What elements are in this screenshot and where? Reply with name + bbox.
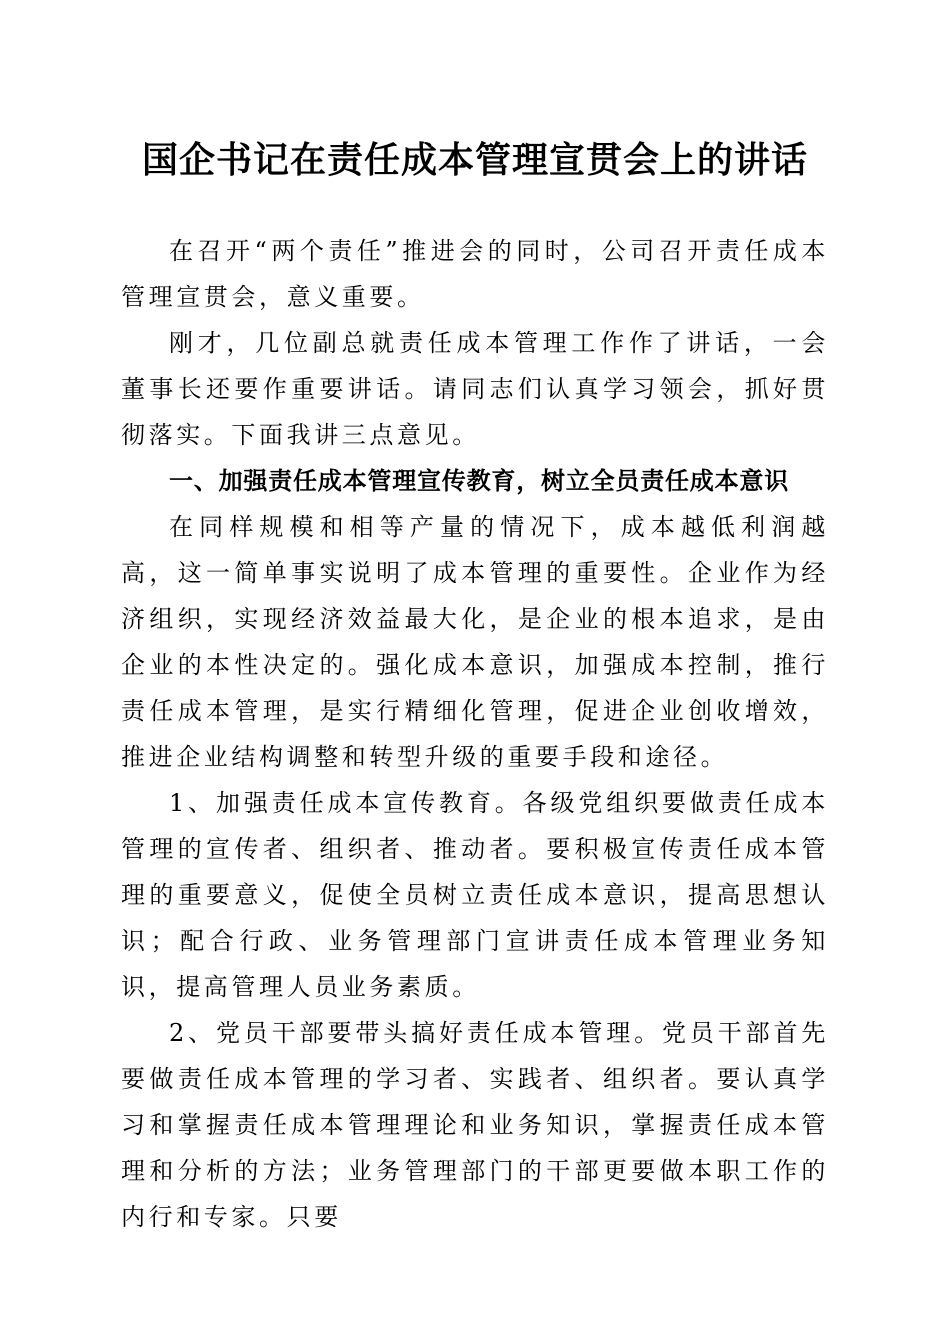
document-body [121,228,829,1240]
paragraph-opening: 刚才，几位副总就责任成本管理工作作了讲话，一会董事长还要作重要讲话。请同志们认真学习领会，抓好贯彻落实。下面我讲三点意见。 [121,329,829,449]
paragraph-section-1-body: 在同样规模和相等产量的情况下，成本越低利润越高，这一简单事实说明了成本管理的重要性。企业作为经济组织，实现经济效益最大化，是企业的根本追求，是由企业的本性决定的。强化成本意识，加强成本控制，推行责任成本管理，是实行精细化管理，促进企业创收增效，推进企业结构调整和转型升级的重要手段和途径。 [121,513,829,771]
paragraph-point-1: 1、加强责任成本宣传教育。各级党组织要做责任成本管理的宣传者、组织者、推动者。要积极宣传责任成本管理的重要意义，促使全员树立责任成本意识，提高思想认识；配合行政、业务管理部门宣讲责任成本管理业务知识，提高管理人员业务素质。 [121,789,829,1001]
paragraph-point-2: 2、党员干部要带头搞好责任成本管理。党员干部首先要做责任成本管理的学习者、实践者、组织者。要认真学习和掌握责任成本管理理论和业务知识，掌握责任成本管理和分析的方法；业务管理部门的干部更要做本职工作的内行和专家。只要 [121,1019,829,1231]
section-heading-1: 一、加强责任成本管理宣传教育，树立全员责任成本意识 [169,467,789,495]
paragraph-intro: 在召开“两个责任”推进会的同时，公司召开责任成本管理宣贯会，意义重要。 [121,237,829,311]
document-title: 国企书记在责任成本管理宣贯会上的讲话 [141,139,808,181]
